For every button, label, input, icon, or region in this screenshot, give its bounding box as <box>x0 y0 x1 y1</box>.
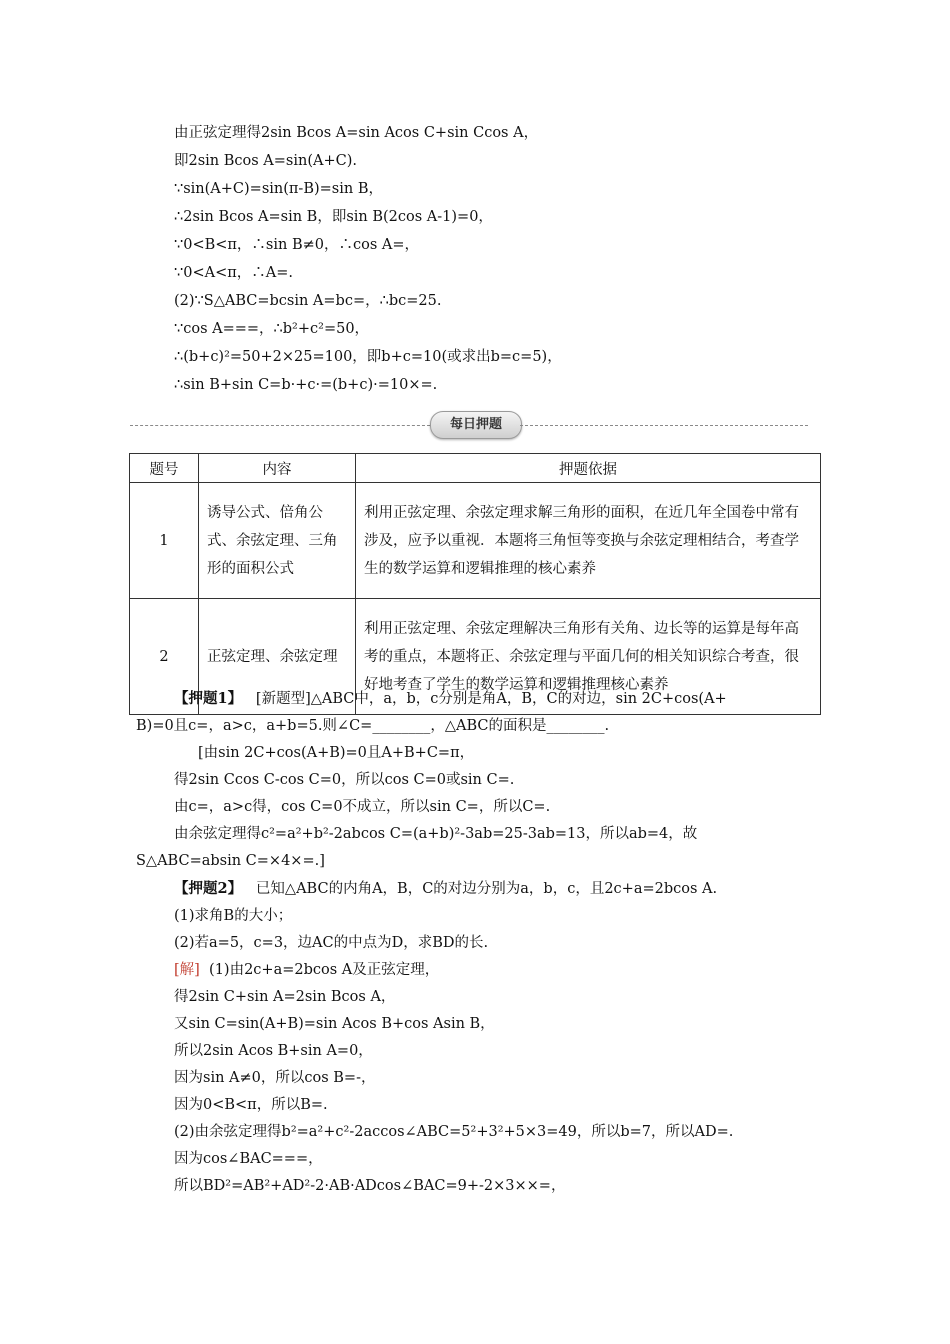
problem2-text: 已知△ABC的内角A，B，C的对边分别为a，b，c，且2c+a=2bcos A. <box>255 881 718 897</box>
problem1-text: [新题型]△ABC中，a，b，c分别是角A，B，C的对边，sin 2C+cos(A+ <box>255 691 727 707</box>
problem2-solution-line: 因为0<B<π，所以B=. <box>174 1097 328 1113</box>
table-cell-basis: 利用正弦定理、余弦定理解决三角形有关角、边长等的运算是每年高考的重点，本题将正、余弦定理与平面几何的相关知识综合考查，很好地考查了学生的数学运算和逻辑推理核心素养 <box>356 599 821 715</box>
section-divider-left <box>130 425 430 426</box>
solution-line: ∵cos A===，∴b²+c²=50， <box>174 321 370 337</box>
section-banner: 每日押题 <box>430 411 522 439</box>
solution-line: ∵0<A<π，∴A=. <box>174 265 293 281</box>
solution-line: ∴2sin Bcos A=sin B，即sin B(2cos A-1)=0， <box>174 209 493 225</box>
problem2-question-2: (2)若a=5，c=3，边AC的中点为D，求BD的长. <box>174 935 489 951</box>
problem1-solution-line: 由余弦定理得c²=a²+b²-2abcos C=(a+b)²-3ab=25-3ab=13，所以ab=4，故 <box>174 826 698 842</box>
problem2-line1 <box>174 879 717 899</box>
solution-line: 即2sin Bcos A=sin(A+C). <box>174 153 357 169</box>
problem2-solution-line: 得2sin C+sin A=2sin Bcos A， <box>174 989 396 1005</box>
table-header-row <box>130 454 821 483</box>
problem2-solution-line: 所以2sin Acos B+sin A=0， <box>174 1043 373 1059</box>
problem2-solution-line: 又sin C=sin(A+B)=sin Acos B+cos Asin B， <box>174 1016 495 1032</box>
table-cell-num: 1 <box>130 483 199 599</box>
problem2-solution-start <box>174 960 439 980</box>
solution-line: (2)∵S△ABC=bcsin A=bc=，∴bc=25. <box>174 293 442 309</box>
problem1-line1 <box>174 689 727 709</box>
problem1-solution-line: 得2sin Ccos C-cos C=0，所以cos C=0或sin C=. <box>174 772 515 788</box>
solution-line: 由正弦定理得2sin Bcos A=sin Acos C+sin Ccos A， <box>174 125 539 141</box>
problem1-line2: B)=0且c=，a>c，a+b=5.则∠C=________，△ABC的面积是________. <box>136 718 610 734</box>
solution-label: [解] <box>174 962 200 978</box>
problem1-tag: 【押题1】 <box>174 690 243 707</box>
prediction-table <box>129 453 821 715</box>
table-header-basis: 押题依据 <box>356 454 821 483</box>
table-header-num: 题号 <box>130 454 199 483</box>
solution-line: ∴sin B+sin C=b·+c·=(b+c)·=10×=. <box>174 377 438 393</box>
table-cell-basis: 利用正弦定理、余弦定理求解三角形的面积，在近几年全国卷中常有涉及，应予以重视．本题将三角恒等变换与余弦定理相结合，考查学生的数学运算和逻辑推理的核心素养 <box>356 483 821 599</box>
solution-line: ∵0<B<π，∴sin B≠0，∴cos A=， <box>174 237 420 253</box>
problem2-solution-line: 因为cos∠BAC===， <box>174 1151 323 1167</box>
solution-line: ∴(b+c)²=50+2×25=100，即b+c=10(或求出b=c=5)， <box>174 349 562 365</box>
problem2-tag: 【押题2】 <box>174 880 243 897</box>
problem2-question-1: (1)求角B的大小； <box>174 908 293 924</box>
problem2-solution-line: (2)由余弦定理得b²=a²+c²-2accos∠ABC=5²+3²+5×3=49，所以b=7，所以AD=. <box>174 1124 734 1140</box>
table-cell-num: 2 <box>130 599 199 715</box>
problem1-solution-line: S△ABC=absin C=×4×=.] <box>136 853 325 869</box>
solution-line: ∵sin(A+C)=sin(π-B)=sin B， <box>174 181 383 197</box>
problem1-solution-line: [由sin 2C+cos(A+B)=0且A+B+C=π， <box>198 745 475 761</box>
table-row <box>130 483 821 599</box>
solution-text: (1)由2c+a=2bcos A及正弦定理， <box>209 962 440 978</box>
table-cell-content: 正弦定理、余弦定理 <box>199 599 356 715</box>
problem2-solution-line: 因为sin A≠0，所以cos B=-， <box>174 1070 376 1086</box>
problem1-solution-line: 由c=，a>c得，cos C=0不成立，所以sin C=，所以C=. <box>174 799 551 815</box>
section-divider-right <box>520 425 808 426</box>
table-header-content: 内容 <box>199 454 356 483</box>
table-cell-content: 诱导公式、倍角公式、余弦定理、三角形的面积公式 <box>199 483 356 599</box>
problem2-solution-line: 所以BD²=AB²+AD²-2·AB·ADcos∠BAC=9+-2×3××=， <box>174 1178 566 1194</box>
